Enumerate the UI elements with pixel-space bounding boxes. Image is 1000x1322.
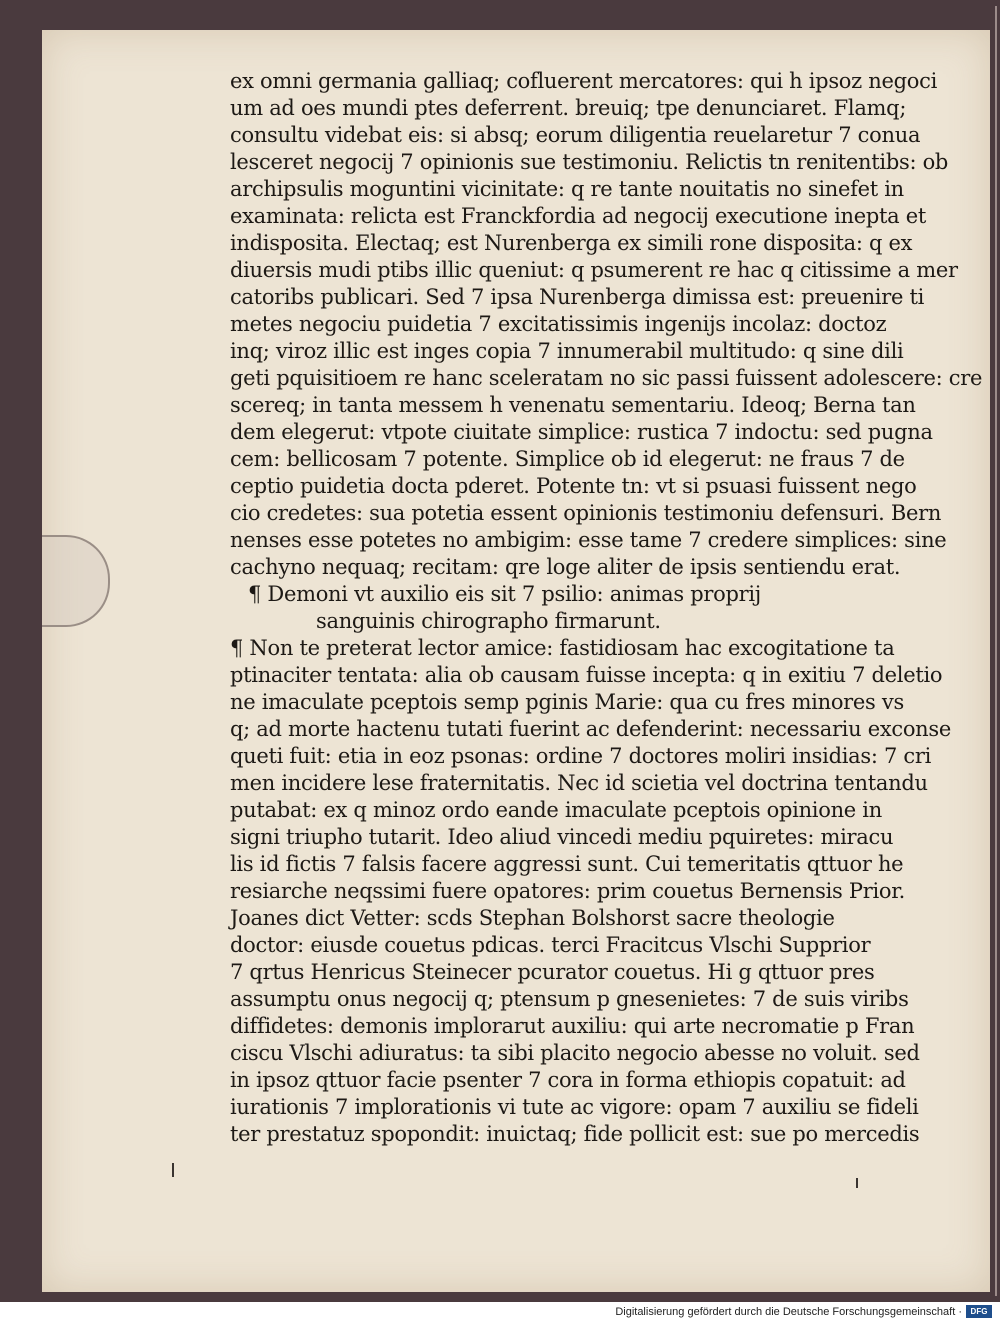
text-line: queti fuit: etia in eoz psonas: ordine 7 doctores moliri insidias: 7 cri <box>230 744 932 768</box>
text-line: archipsulis moguntini vicinitate: q re tante nouitatis no sinefet in <box>230 177 904 201</box>
section-heading-continued: sanguinis chirographo firmarunt. <box>316 609 661 633</box>
text-line: ex omni germania galliaq; cofluerent mercatores: qui h ipsoz negoci <box>230 69 938 93</box>
text-line: ter prestatuz spopondit: inuictaq; fide pollicit est: sue po mercedis <box>230 1122 920 1146</box>
text-line: geti pquisitioem re hanc sceleratam no sic passi fuissent adolescere: cre <box>230 366 983 390</box>
margin-mark <box>856 1178 858 1188</box>
footer-bar <box>0 1302 1000 1322</box>
text-line: catoribs publicari. Sed 7 ipsa Nurenberga dimissa est: preuenire ti <box>230 285 925 309</box>
text-line: iurationis 7 implorationis vi tute ac vigore: opam 7 auxiliu se fideli <box>230 1095 919 1119</box>
text-line: signi triupho tutarit. Ideo aliud vincedi mediu pquiretes: miracu <box>230 825 894 849</box>
paragraph-1 <box>230 68 983 581</box>
text-line: examinata: relicta est Franckfordia ad negocij executione inepta et <box>230 204 927 228</box>
section-heading: ¶ Demoni vt auxilio eis sit 7 psilio: animas proprij <box>248 582 761 606</box>
text-line: um ad oes mundi ptes deferrent. breuiq; tpe denunciaret. Flamq; <box>230 96 907 120</box>
text-line: cachyno nequaq; recitam: qre loge aliter de ipsis sentiendu erat. <box>230 555 901 579</box>
text-line: lesceret negocij 7 opinionis sue testimoniu. Relictis tn renitentibs: ob <box>230 150 949 174</box>
page-edge <box>995 6 997 1296</box>
text-line: indisposita. Electaq; est Nurenberga ex simili rone disposita: q ex <box>230 231 913 255</box>
text-line: ciscu Vlschi adiuratus: ta sibi placito negocio abesse no voluit. sed <box>230 1041 920 1065</box>
text-line: assumptu onus negocij q; ptensum p gnesenietes: 7 de suis viribs <box>230 987 909 1011</box>
margin-mark <box>172 1163 174 1177</box>
text-line: putabat: ex q minoz ordo eande imaculate pceptois opinione in <box>230 798 882 822</box>
paragraph-2 <box>230 635 952 1148</box>
text-line: ne imaculate pceptois semp pginis Marie: qua cu fres minores vs <box>230 690 904 714</box>
text-line: resiarche neqssimi fuere opatores: prim couetus Bernensis Prior. <box>230 879 906 903</box>
dfg-logo: DFG <box>966 1305 992 1318</box>
page-tab-marker <box>42 535 110 627</box>
text-line: scereq; in tanta messem h venenatu sementariu. Ideoq; Berna tan <box>230 393 916 417</box>
text-line: lis id fictis 7 falsis facere aggressi sunt. Cui temeritatis qttuor he <box>230 852 904 876</box>
text-line: diffidetes: demonis implorarut auxiliu: qui arte necromatie p Fran <box>230 1014 915 1038</box>
text-line: ceptio puidetia docta pderet. Potente tn: vt si psuasi fuissent nego <box>230 474 917 498</box>
text-line: metes negociu puidetia 7 excitatissimis ingenijs incolaz: doctoz <box>230 312 887 336</box>
footer-credit: Digitalisierung gefördert durch die Deutsche Forschungsgemeinschaft · <box>615 1306 962 1318</box>
text-line: consultu videbat eis: si absq; eorum diligentia reuelaretur 7 conua <box>230 123 921 147</box>
text-line: cem: bellicosam 7 potente. Simplice ob id elegerut: ne fraus 7 de <box>230 447 905 471</box>
text-line: 7 qrtus Henricus Steinecer pcurator couetus. Hi g qttuor pres <box>230 960 875 984</box>
text-line: diuersis mudi ptibs illic queniut: q psumerent re hac q citissime a mer <box>230 258 958 282</box>
text-line: ptinaciter tentata: alia ob causam fuisse incepta: q in exitiu 7 deletio <box>230 663 943 687</box>
text-line: doctor: eiusde couetus pdicas. terci Fracitcus Vlschi Supprior <box>230 933 871 957</box>
book-page <box>42 30 990 1292</box>
text-line: ¶ Non te preterat lector amice: fastidiosam hac excogitatione ta <box>230 636 895 660</box>
text-line: q; ad morte hactenu tutati fuerint ac defenderint: necessariu exconse <box>230 717 952 741</box>
text-line: men incidere lese fraternitatis. Nec id scietia vel doctrina tentandu <box>230 771 928 795</box>
text-line: Joanes dict Vetter: scds Stephan Bolshorst sacre theologie <box>230 906 835 930</box>
text-line: dem elegerut: vtpote ciuitate simplice: rustica 7 indoctu: sed pugna <box>230 420 933 444</box>
text-line: cio credetes: sua potetia essent opinionis testimoniu defensuri. Bern <box>230 501 942 525</box>
text-block <box>230 68 983 1148</box>
text-line: nenses esse potetes no ambigim: esse tame 7 credere simplices: sine <box>230 528 947 552</box>
text-line: in ipsoz qttuor facie psenter 7 cora in forma ethiopis copatuit: ad <box>230 1068 906 1092</box>
text-line: inq; viroz illic est inges copia 7 innumerabil multitudo: q sine dili <box>230 339 904 363</box>
